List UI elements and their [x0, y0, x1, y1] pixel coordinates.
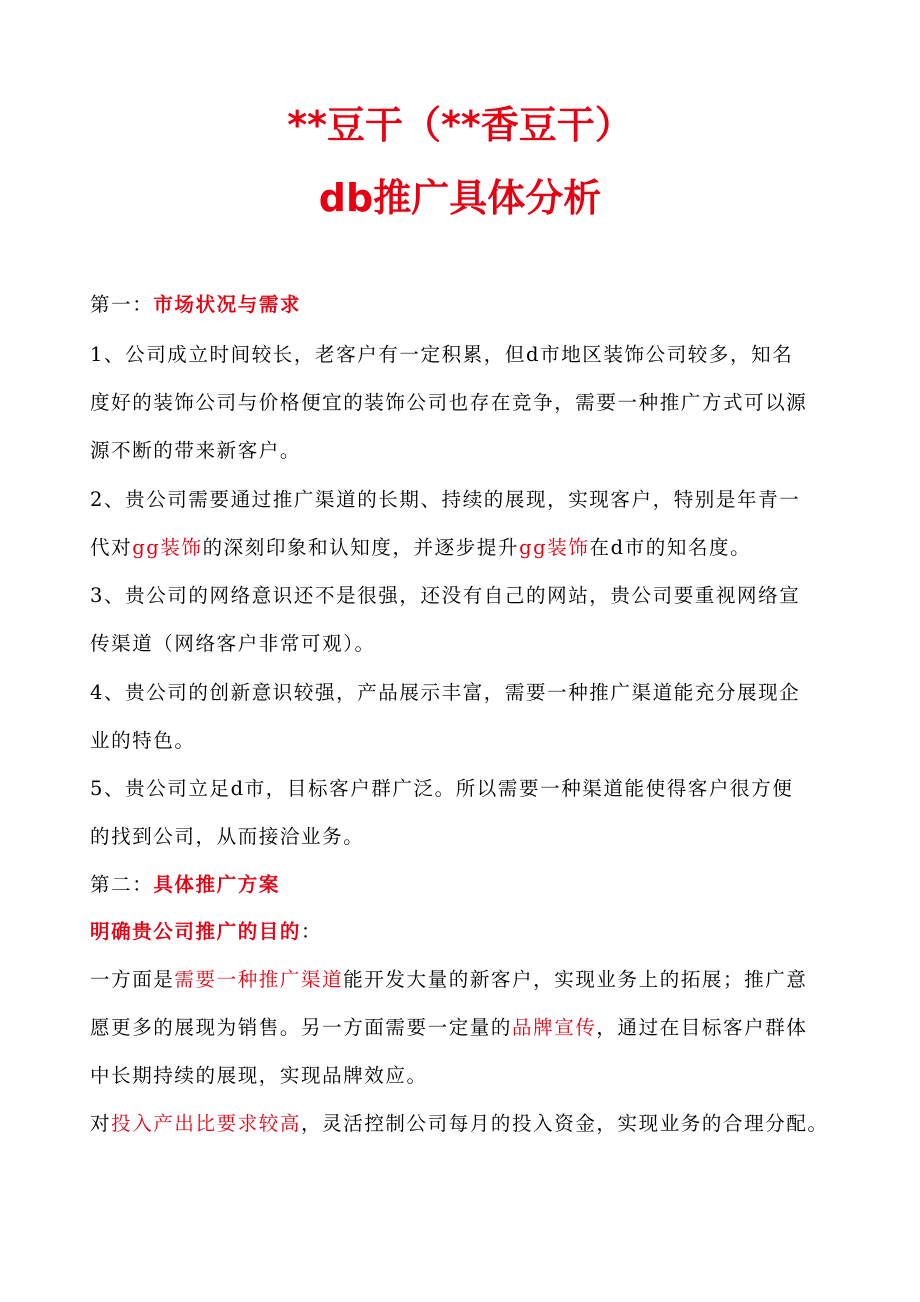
item2-text-c: 的深刻印象和认知度，并逐步提升 [202, 536, 520, 559]
para2-text-c: ，灵活控制公司每月的投入资金，实现业务的合理分配。 [301, 1112, 829, 1135]
item3-line1: 3、贵公司的网络意识还不是很强，还没有自己的网站，贵公司要重视网络宣 [90, 584, 801, 607]
para1-text-c: 能开发大量的新客户，实现业务上的拓展；推广意 [343, 968, 808, 991]
brand-highlight: gg装饰 [519, 536, 590, 559]
section1-prefix: 第一： [90, 293, 154, 316]
item2-text-a: 代对 [90, 536, 133, 559]
highlight-brand-promo: 品牌宣传 [512, 1016, 597, 1039]
item3-line2: 传渠道（网络客户非常可观）。 [90, 632, 376, 655]
item2-line1: 2、贵公司需要通过推广渠道的长期、持续的展现，实现客户，特别是年青一 [90, 488, 801, 511]
para1-text-f: ，通过在目标客户群体 [596, 1016, 808, 1039]
para2-text-a: 对 [90, 1112, 112, 1135]
item1-line2: 度好的装饰公司与价格便宜的装饰公司也存在竞争，需要一种推广方式可以源 [90, 391, 808, 414]
para1-text-d: 愿更多的展现为销售。另一方面需要一定量的 [90, 1016, 513, 1039]
para1-text-a: 一方面是 [90, 968, 175, 991]
section2-heading [90, 871, 850, 899]
document-title-line1: **豆干（**香豆干） [287, 103, 633, 147]
item2-text-e: 在d市的知名度。 [589, 536, 752, 559]
item4-line1: 4、贵公司的创新意识较强，产品展示丰富，需要一种推广渠道能充分展现企 [90, 681, 801, 704]
item4-line2: 业的特色。 [90, 729, 196, 752]
section1-heading [90, 291, 850, 319]
para1-line3: 中长期持续的展现，实现品牌效应。 [90, 1064, 428, 1087]
document-title-line2: db推广具体分析 [318, 176, 602, 220]
section2-prefix: 第二： [90, 873, 154, 896]
para2-line [90, 1110, 850, 1138]
item5-line2: 的找到公司，从而接洽业务。 [90, 825, 365, 848]
item5-line1: 5、贵公司立足d市，目标客户群广泛。所以需要一种渠道能使得客户很方便 [90, 777, 794, 800]
item2-line2 [90, 534, 850, 562]
purpose-colon: ： [301, 920, 323, 943]
item1-line3: 源不断的带来新客户。 [90, 439, 302, 462]
brand-highlight: gg装饰 [132, 536, 203, 559]
purpose-heading [90, 918, 850, 946]
purpose-label: 明确贵公司推广的目的 [90, 920, 302, 943]
item1-line1: 1、公司成立时间较长，老客户有一定积累，但d市地区装饰公司较多，知名 [90, 343, 794, 366]
para1-line1 [90, 966, 850, 994]
highlight-channel: 需要一种推广渠道 [174, 968, 344, 991]
section2-title: 具体推广方案 [153, 873, 280, 896]
section1-title: 市场状况与需求 [153, 293, 302, 316]
highlight-roi: 投入产出比要求较高 [111, 1112, 302, 1135]
para1-line2 [90, 1014, 850, 1042]
